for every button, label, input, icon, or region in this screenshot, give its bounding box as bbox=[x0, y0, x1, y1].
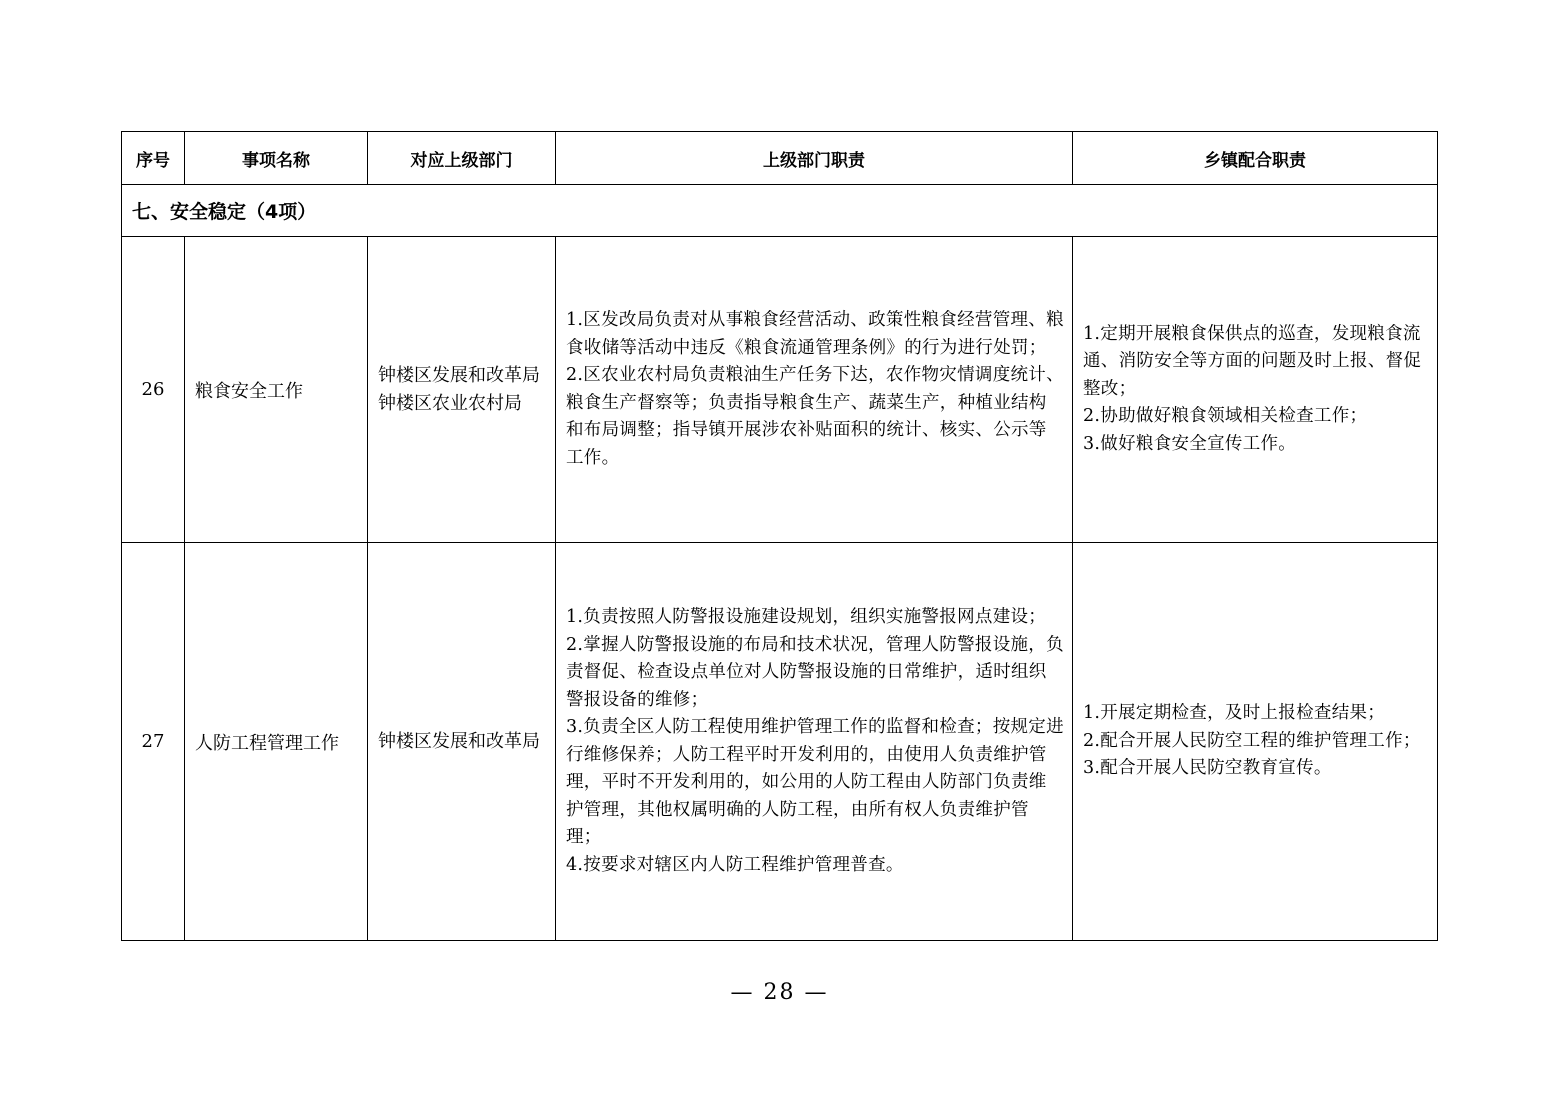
town-duty-line: 1.定期开展粮食保供点的巡查，发现粮食流通、消防安全等方面的问题及时上报、督促整改； bbox=[1083, 323, 1422, 399]
section-row bbox=[122, 185, 1438, 237]
table-header-row bbox=[122, 132, 1438, 185]
duty-line: 2.区农业农村局负责粮油生产任务下达，农作物灾情调度统计、粮食生产督察等；负责指导粮食生产、蔬菜生产，种植业结构和布局调整；指导镇开展涉农补贴面积的统计、核实、公示等工作。 bbox=[566, 365, 1064, 468]
town-duty-line: 3.配合开展人民防空教育宣传。 bbox=[1083, 758, 1332, 779]
duty-line: 2.掌握人防警报设施的布局和技术状况，管理人防警报设施，负责督促、检查设点单位对人防警报设施的日常维护，适时组织警报设备的维修； bbox=[566, 634, 1064, 710]
town-duty-line: 2.协助做好粮食领域相关检查工作； bbox=[1083, 406, 1368, 427]
town-duty-line: 2.配合开展人民防空工程的维护管理工作； bbox=[1083, 730, 1421, 751]
department-line: 钟楼区发展和改革局 bbox=[378, 730, 540, 752]
header-serial-number: 序号 bbox=[122, 132, 185, 185]
duty-line: 1.区发改局负责对从事粮食经营活动、政策性粮食经营管理、粮食收储等活动中违反《粮食流通管理条例》的行为进行处罚； bbox=[566, 310, 1064, 358]
town-duty-line: 1.开展定期检查，及时上报检查结果； bbox=[1083, 703, 1386, 724]
page-number: — 28 — bbox=[730, 980, 829, 1005]
header-item-name: 事项名称 bbox=[185, 132, 368, 185]
department-line: 钟楼区发展和改革局 bbox=[378, 365, 540, 386]
table-row bbox=[122, 237, 1438, 543]
duty-line: 1.负责按照人防警报设施建设规划，组织实施警报网点建设； bbox=[566, 607, 1047, 627]
upper-department bbox=[368, 543, 556, 941]
item-name: 粮食安全工作 bbox=[185, 237, 368, 543]
duty-line: 3.负责全区人防工程使用维护管理工作的监督和检查；按规定进行维修保养；人防工程平时开发利用的，由使用人负责维护管理，平时不开发利用的，如公用的人防工程由人防部门负责维护管理，其他权属明确的人防工程，由所有权人负责维护管理； bbox=[566, 717, 1064, 847]
header-upper-duties: 上级部门职责 bbox=[556, 132, 1073, 185]
duty-table bbox=[121, 131, 1438, 941]
department-line: 钟楼区农业农村局 bbox=[378, 392, 522, 414]
upper-duties bbox=[556, 543, 1073, 941]
upper-department bbox=[368, 237, 556, 543]
item-name: 人防工程管理工作 bbox=[185, 543, 368, 941]
upper-duties bbox=[556, 237, 1073, 543]
header-town-duties: 乡镇配合职责 bbox=[1073, 132, 1438, 185]
duty-line: 4.按要求对辖区内人防工程维护管理普查。 bbox=[566, 854, 904, 875]
table-row bbox=[122, 543, 1438, 941]
town-duty-line: 3.做好粮食安全宣传工作。 bbox=[1083, 433, 1297, 454]
row-number: 26 bbox=[122, 237, 185, 543]
row-number: 27 bbox=[122, 543, 185, 941]
town-duties bbox=[1073, 543, 1438, 941]
town-duties bbox=[1073, 237, 1438, 543]
header-upper-department: 对应上级部门 bbox=[368, 132, 556, 185]
section-title: 七、安全稳定（4项） bbox=[122, 185, 1438, 237]
